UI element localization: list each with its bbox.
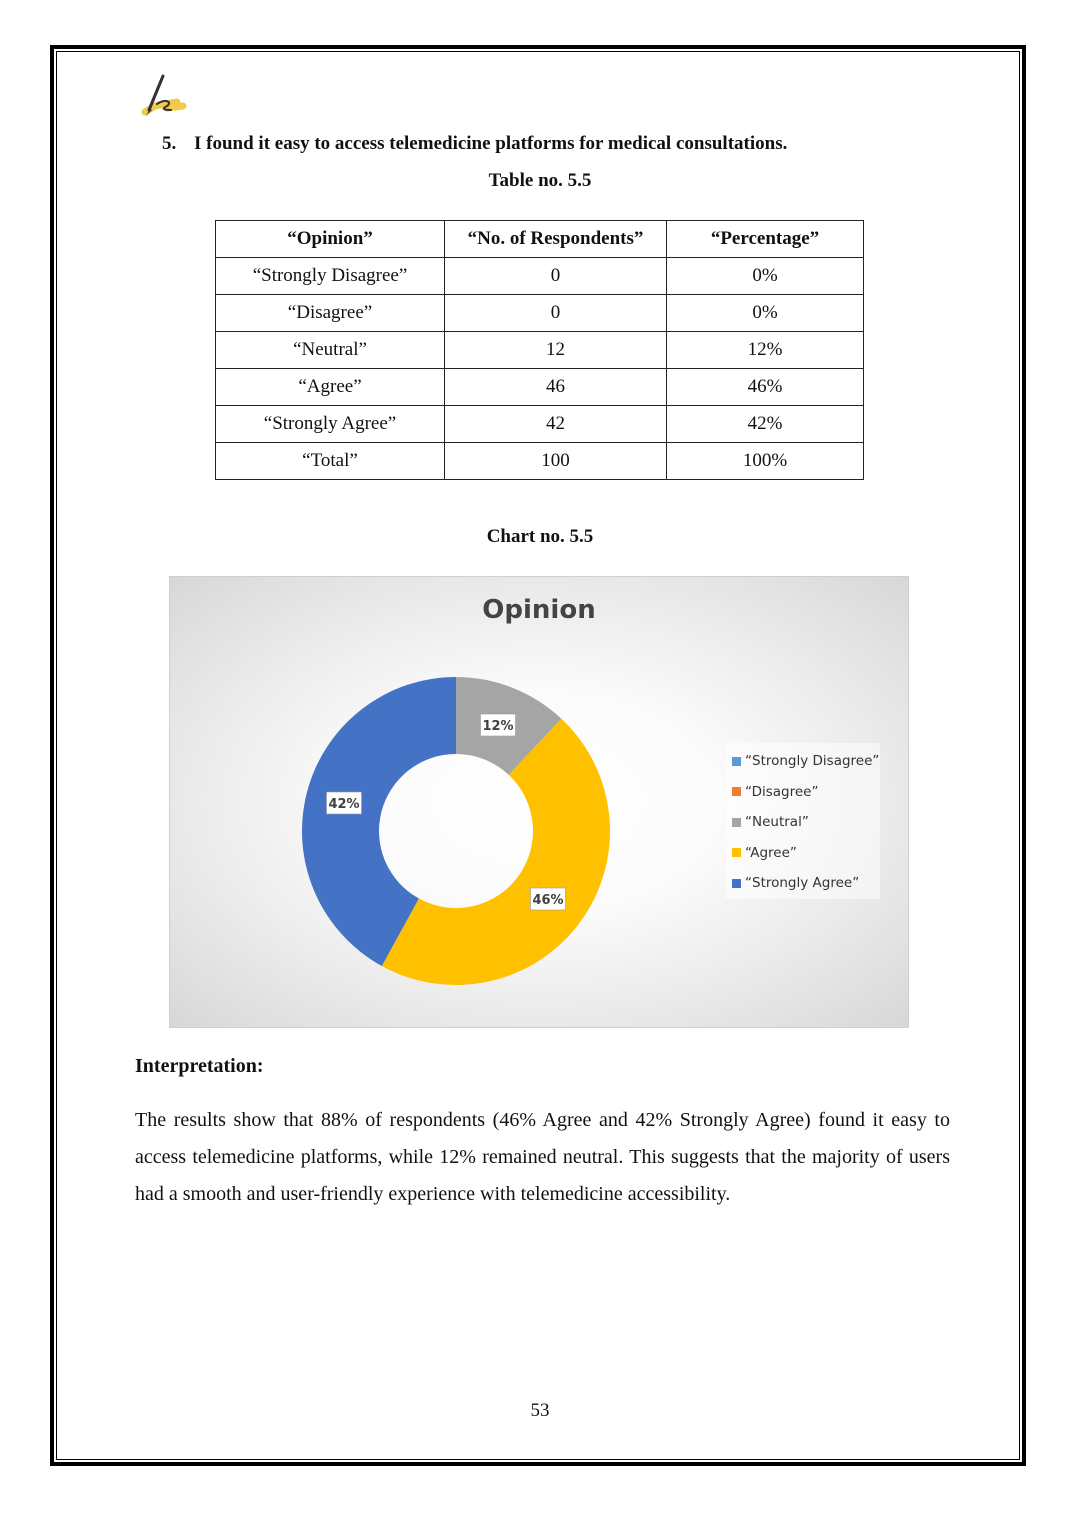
chart-title: Opinion bbox=[482, 595, 596, 625]
page-number: 53 bbox=[530, 1400, 550, 1421]
cell-respondents: 46 bbox=[445, 369, 667, 406]
cell-opinion: “Strongly Agree” bbox=[216, 406, 445, 443]
legend-swatch bbox=[732, 818, 741, 827]
question-heading bbox=[162, 133, 787, 155]
legend-label: “Strongly Agree” bbox=[745, 875, 860, 891]
legend-item bbox=[732, 784, 818, 800]
data-label: 12% bbox=[482, 719, 514, 734]
header-respondents: “No. of Respondents” bbox=[445, 221, 667, 258]
cell-percentage: 12% bbox=[667, 332, 864, 369]
cell-percentage: 46% bbox=[667, 369, 864, 406]
data-label: 42% bbox=[328, 797, 360, 812]
cell-respondents: 42 bbox=[445, 406, 667, 443]
legend-swatch bbox=[732, 757, 741, 766]
cell-respondents: 0 bbox=[445, 258, 667, 295]
cell-opinion: “Agree” bbox=[216, 369, 445, 406]
interpretation-body: The results show that 88% of respondents (46% Agree and 42% Strongly Agree) found it easy to access telemedicine platforms, while 12% remained neutral. This suggests that the majority of users had a smooth and user-friendly experience with telemedicine accessibility. bbox=[135, 1109, 950, 1205]
legend-item bbox=[732, 753, 879, 769]
cell-percentage: 0% bbox=[667, 258, 864, 295]
table-header-row bbox=[216, 221, 864, 258]
header-percentage: “Percentage” bbox=[667, 221, 864, 258]
table-row bbox=[216, 332, 864, 369]
chart-caption: Chart no. 5.5 bbox=[486, 526, 594, 547]
cell-percentage: 42% bbox=[667, 406, 864, 443]
interpretation-heading: Interpretation: bbox=[135, 1055, 264, 1077]
table-row bbox=[216, 369, 864, 406]
legend-item bbox=[732, 875, 859, 891]
legend-item bbox=[732, 814, 809, 830]
cell-percentage: 100% bbox=[667, 443, 864, 480]
cell-respondents: 0 bbox=[445, 295, 667, 332]
cell-opinion: “Neutral” bbox=[216, 332, 445, 369]
legend-item bbox=[732, 845, 797, 861]
results-table bbox=[215, 220, 864, 480]
legend-swatch bbox=[732, 879, 741, 888]
doughnut-chart bbox=[169, 576, 909, 1028]
cell-opinion: “Total” bbox=[216, 443, 445, 480]
header-opinion: “Opinion” bbox=[216, 221, 445, 258]
cell-opinion: “Disagree” bbox=[216, 295, 445, 332]
legend-swatch bbox=[732, 787, 741, 796]
table-row bbox=[216, 295, 864, 332]
legend-label: “Disagree” bbox=[745, 783, 819, 800]
table-caption: Table no. 5.5 bbox=[488, 170, 592, 191]
legend-label: “Strongly Disagree” bbox=[745, 753, 880, 769]
cell-opinion: “Strongly Disagree” bbox=[216, 258, 445, 295]
chart-legend bbox=[726, 743, 880, 899]
table-row bbox=[216, 406, 864, 443]
data-label: 46% bbox=[532, 893, 564, 908]
question-text: I found it easy to access telemedicine platforms for medical consultations. bbox=[194, 133, 788, 154]
cell-respondents: 12 bbox=[445, 332, 667, 369]
legend-swatch bbox=[732, 848, 741, 857]
cell-percentage: 0% bbox=[667, 295, 864, 332]
question-number: 5. bbox=[162, 133, 177, 154]
legend-label: “Agree” bbox=[745, 844, 797, 861]
cell-respondents: 100 bbox=[445, 443, 667, 480]
pen-writing-icon bbox=[137, 72, 189, 118]
table-row-total bbox=[216, 443, 864, 480]
legend-label: “Neutral” bbox=[745, 814, 809, 830]
table-row bbox=[216, 258, 864, 295]
